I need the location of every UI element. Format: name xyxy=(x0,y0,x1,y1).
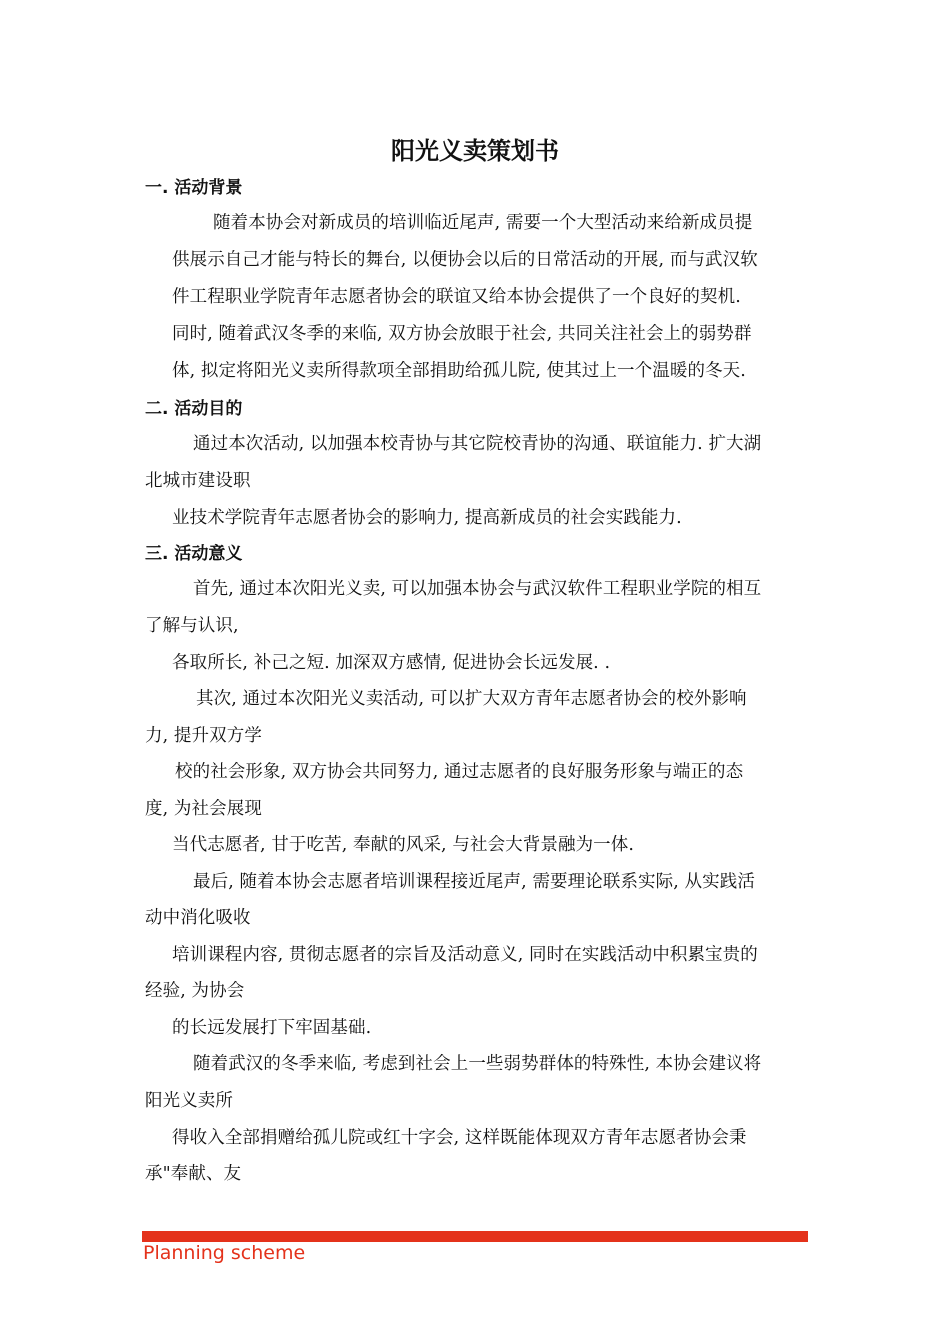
footer-label: Planning scheme xyxy=(143,1242,306,1264)
paragraph-line: 体, 拟定将阳光义卖所得款项全部捐助给孤儿院, 使其过上一个温暖的冬天. xyxy=(172,361,746,381)
paragraph-line: 力, 提升双方学 xyxy=(145,726,262,746)
paragraph-line: 随着本协会对新成员的培训临近尾声, 需要一个大型活动来给新成员提 xyxy=(213,213,753,233)
paragraph-line: 北城市建设职 xyxy=(145,471,251,491)
paragraph-line: 阳光义卖所 xyxy=(145,1091,233,1111)
paragraph-line: 承"奉献、友 xyxy=(145,1164,242,1184)
paragraph-line: 得收入全部捐赠给孤儿院或红十字会, 这样既能体现双方青年志愿者协会秉 xyxy=(172,1128,747,1148)
section-heading-background: 一. 活动背景 xyxy=(145,178,243,198)
section-heading-purpose: 二. 活动目的 xyxy=(145,399,243,419)
paragraph-line: 随着武汉的冬季来临, 考虑到社会上一些弱势群体的特殊性, 本协会建议将 xyxy=(193,1054,762,1074)
paragraph-line: 动中消化吸收 xyxy=(145,908,251,928)
paragraph-line: 的长远发展打下牢固基础. xyxy=(172,1018,372,1038)
paragraph-line: 供展示自己才能与特长的舞台, 以便协会以后的日常活动的开展, 而与武汉软 xyxy=(172,250,758,270)
page-title: 阳光义卖策划书 xyxy=(391,137,559,165)
paragraph-line: 培训课程内容, 贯彻志愿者的宗旨及活动意义, 同时在实践活动中积累宝贵的 xyxy=(172,945,758,965)
paragraph-line: 校的社会形象, 双方协会共同努力, 通过志愿者的良好服务形象与端正的态 xyxy=(175,762,744,782)
section-heading-significance: 三. 活动意义 xyxy=(145,544,243,564)
paragraph-line: 经验, 为协会 xyxy=(145,981,245,1001)
paragraph-line: 件工程职业学院青年志愿者协会的联谊又给本协会提供了一个良好的契机. xyxy=(172,287,741,307)
paragraph-line: 其次, 通过本次阳光义卖活动, 可以扩大双方青年志愿者协会的校外影响 xyxy=(196,689,747,709)
paragraph-line: 首先, 通过本次阳光义卖, 可以加强本协会与武汉软件工程职业学院的相互 xyxy=(193,579,762,599)
paragraph-line: 通过本次活动, 以加强本校青协与其它院校青协的沟通、联谊能力. 扩大湖 xyxy=(193,434,762,454)
paragraph-line: 最后, 随着本协会志愿者培训课程接近尾声, 需要理论联系实际, 从实践活 xyxy=(193,872,755,892)
paragraph-line: 了解与认识, xyxy=(145,616,239,636)
paragraph-line: 各取所长, 补己之短. 加深双方感情, 促进协会长远发展. . xyxy=(172,653,611,673)
paragraph-line: 度, 为社会展现 xyxy=(145,799,262,819)
paragraph-line: 业技术学院青年志愿者协会的影响力, 提高新成员的社会实践能力. xyxy=(172,508,682,528)
paragraph-line: 当代志愿者, 甘于吃苦, 奉献的风采, 与社会大背景融为一体. xyxy=(172,835,635,855)
paragraph-line: 同时, 随着武汉冬季的来临, 双方协会放眼于社会, 共同关注社会上的弱势群 xyxy=(172,324,752,344)
